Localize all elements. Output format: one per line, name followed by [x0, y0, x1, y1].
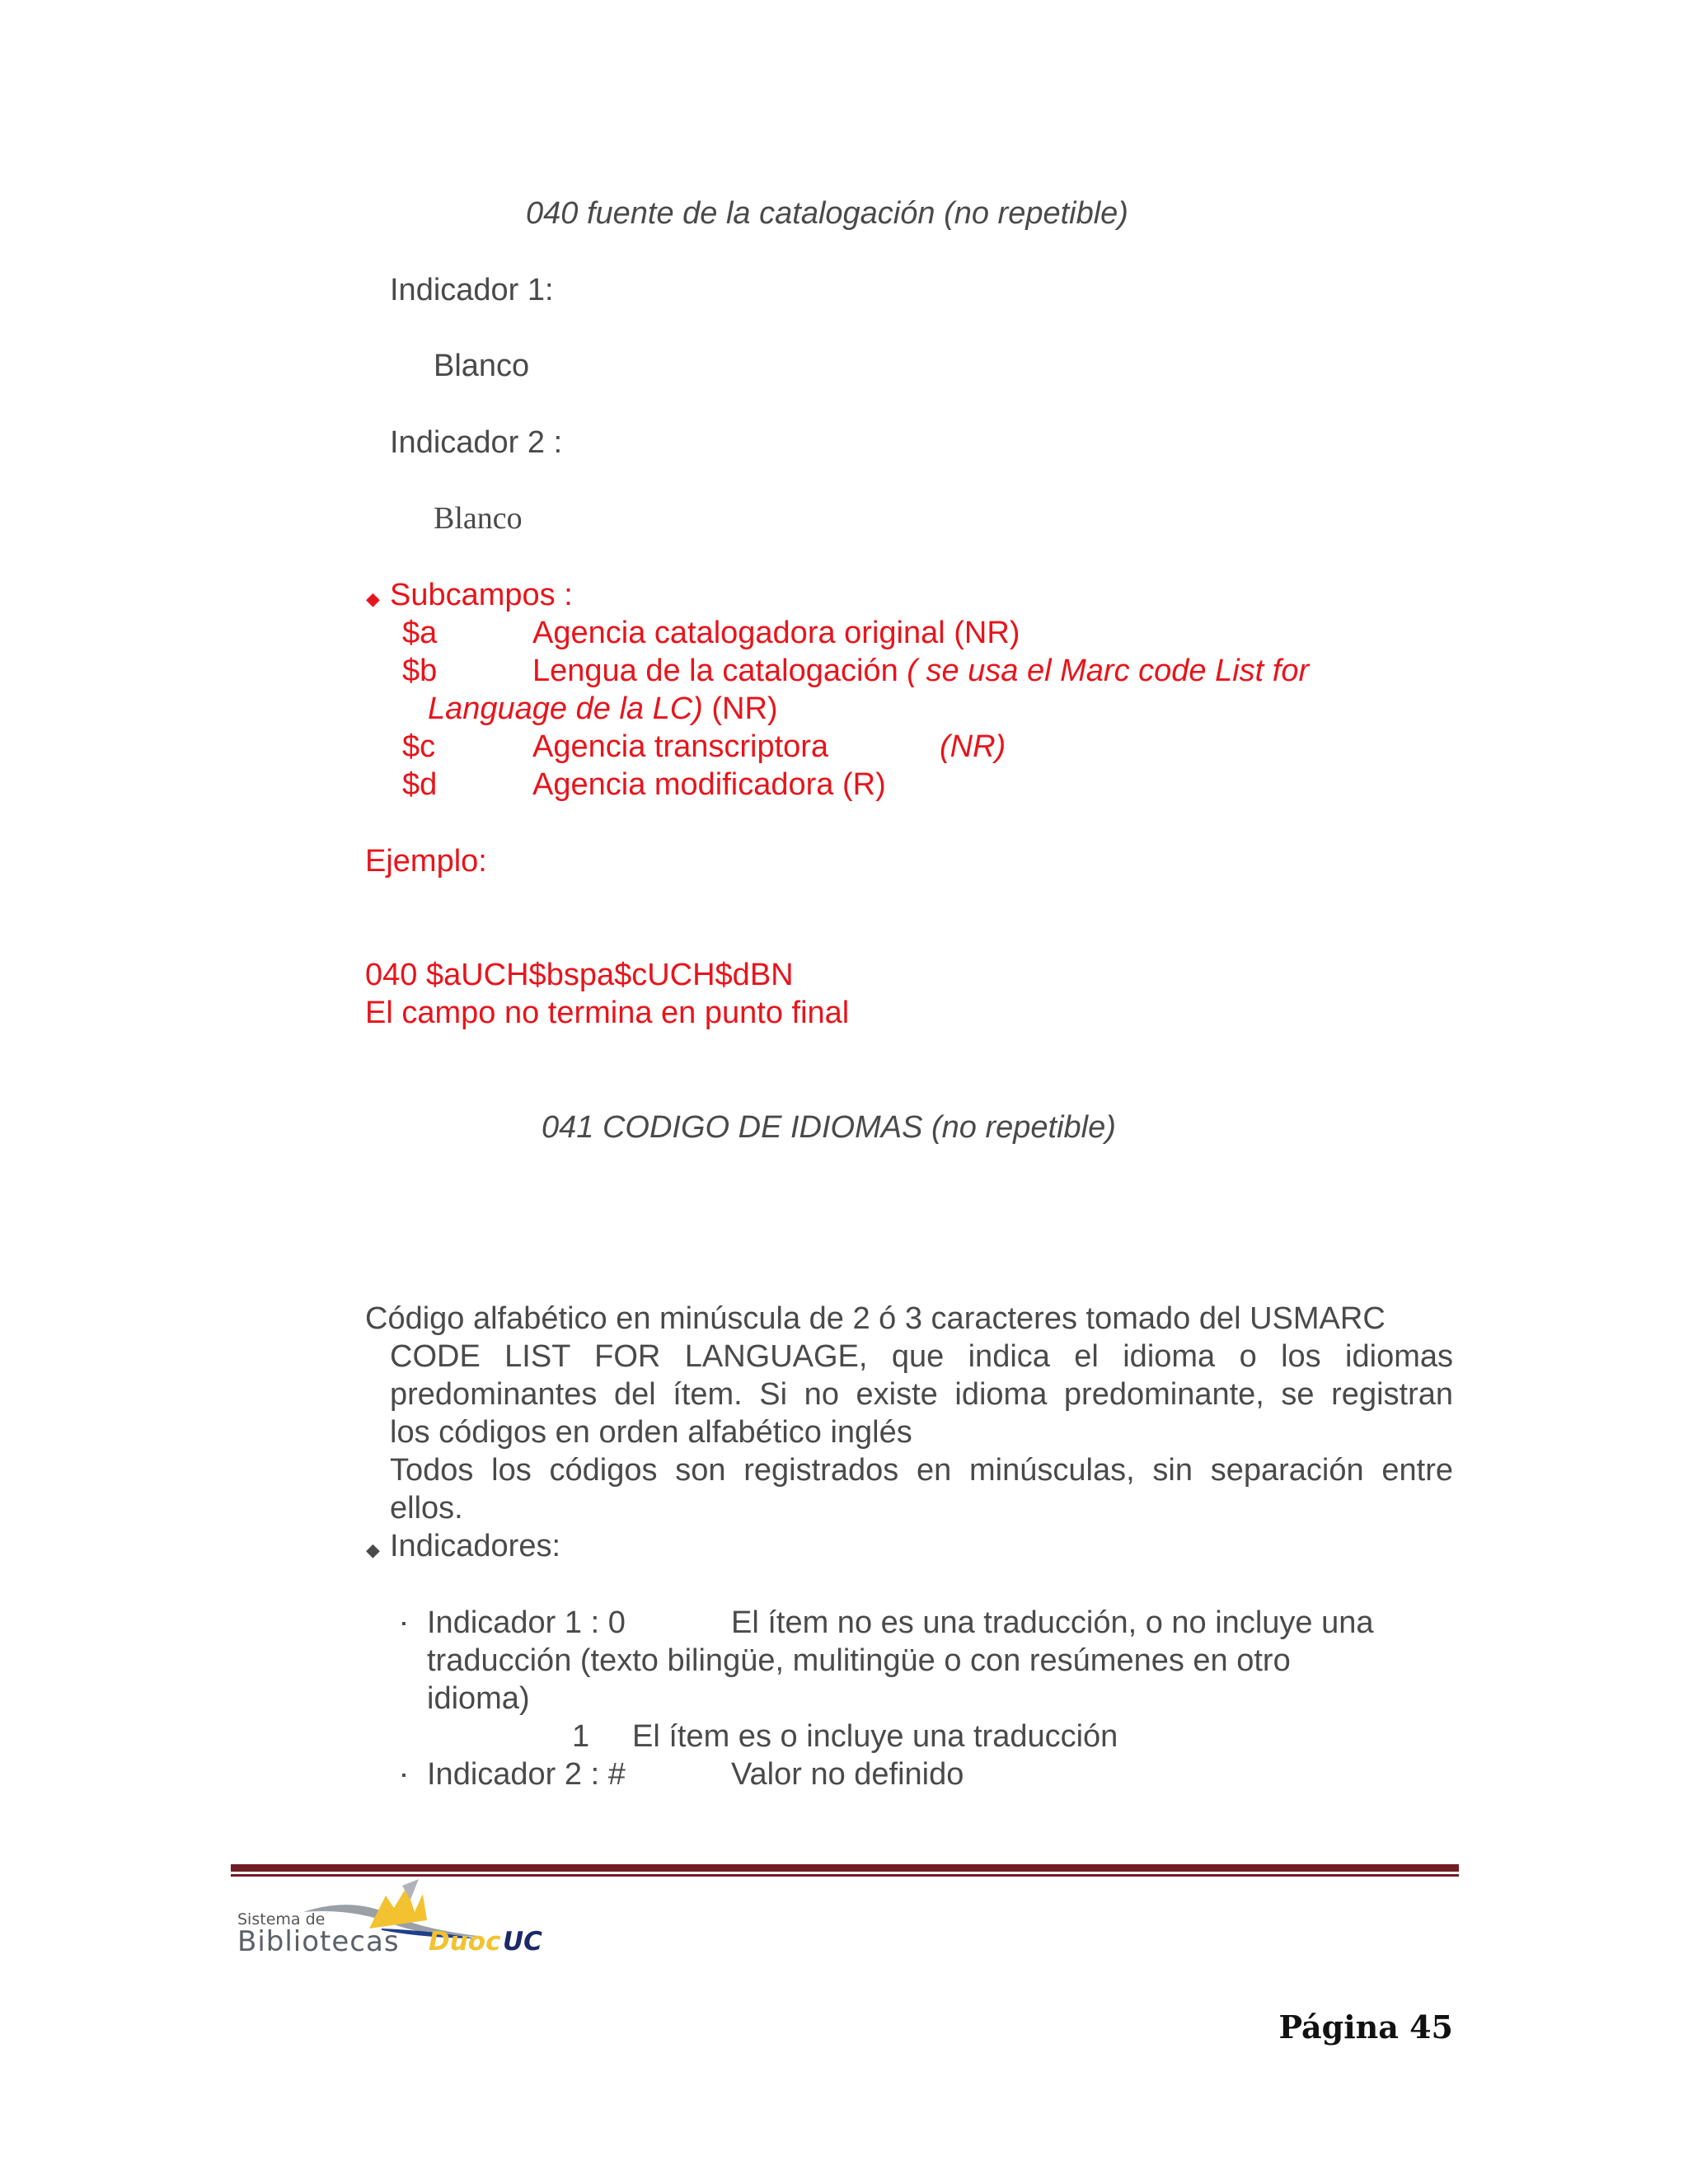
ind041-1-text1: El ítem no es una traducción, o no incluye una — [731, 1605, 1374, 1640]
logo-uc: UC — [503, 1927, 542, 1957]
ind041-2-label: Indicador 2 : # — [427, 1757, 626, 1792]
para-line-4: los códigos en orden alfabético inglés — [390, 1415, 912, 1450]
indicator-2-value: Blanco — [434, 501, 523, 536]
page-number: Página 45 — [1278, 2008, 1453, 2046]
heading-041: 041 CODIGO DE IDIOMAS (no repetible) — [542, 1110, 1116, 1145]
para-line-1: Código alfabético en minúscula de 2 ó 3 caracteres tomado del USMARC — [365, 1301, 1386, 1336]
subfield-b-line2 — [428, 690, 778, 728]
footer-rule-thick — [231, 1864, 1459, 1872]
subfield-d-text: Agencia modificadora (R) — [532, 767, 886, 802]
subfield-b-code: $b — [402, 654, 438, 688]
ind041-1-text3: idioma) — [427, 1681, 530, 1716]
ind041-1-text2: traducción (texto bilingüe, mulitingüe o con resúmenes en otro — [427, 1643, 1291, 1678]
para-line-3: predominantes del ítem. Si no existe idioma predominante, se registran — [390, 1377, 1453, 1412]
logo-line1: Sistema de — [237, 1910, 326, 1929]
ind041-2-text: Valor no definido — [731, 1757, 964, 1792]
subfield-d-code: $d — [402, 767, 438, 802]
subfield-b-line — [532, 652, 1309, 690]
square-bullet-icon: ▪ — [401, 1769, 406, 1783]
subfield-b-text: Lengua de la catalogación — [532, 654, 907, 688]
subfield-b-note2: Language de la LC) — [428, 691, 703, 726]
para-line-5: Todos los códigos son registrados en minúsculas, sin separación entre — [390, 1453, 1453, 1488]
subfield-a-code: $a — [402, 616, 438, 650]
subfield-a-text: Agencia catalogadora original (NR) — [532, 616, 1020, 650]
ejemplo-label: Ejemplo: — [365, 844, 487, 879]
ejemplo-code: 040 $aUCH$bspa$cUCH$dBN — [365, 958, 794, 992]
subcampos-label: Subcampos : — [390, 578, 573, 612]
ind041-1-opt1-text: El ítem es o incluye una traducción — [632, 1719, 1118, 1754]
heading-040: 040 fuente de la catalogación (no repetible) — [526, 196, 1128, 231]
square-bullet-icon: ▪ — [401, 1617, 406, 1631]
bullet-icon: ◆ — [366, 1540, 380, 1560]
para-line-6: ellos. — [390, 1491, 463, 1526]
indicadores-label: Indicadores: — [390, 1529, 561, 1563]
indicator-1-label: Indicador 1: — [390, 273, 554, 307]
ejemplo-note: El campo no termina en punto final — [365, 996, 850, 1030]
indicator-1-value: Blanco — [434, 349, 530, 383]
subfield-c-text: Agencia transcriptora — [532, 729, 829, 764]
subfield-c-code: $c — [402, 729, 436, 764]
subfield-b-nr: (NR) — [702, 691, 778, 726]
ind041-1-opt1-code: 1 — [572, 1719, 590, 1754]
logo-line2: Bibliotecas — [237, 1925, 400, 1958]
ind041-1-label: Indicador 1 : 0 — [427, 1605, 626, 1640]
logo-duoc: Duoc — [429, 1927, 501, 1957]
subfield-b-note: ( se usa el Marc code List for — [907, 654, 1310, 688]
logo — [237, 1879, 584, 1974]
bullet-icon: ◆ — [366, 588, 380, 609]
para-line-2: CODE LIST FOR LANGUAGE, que indica el idioma o los idiomas — [390, 1339, 1453, 1374]
footer-rule-thin — [231, 1874, 1459, 1877]
subfield-c-nr: (NR) — [940, 729, 1006, 764]
indicator-2-label: Indicador 2 : — [390, 425, 563, 460]
